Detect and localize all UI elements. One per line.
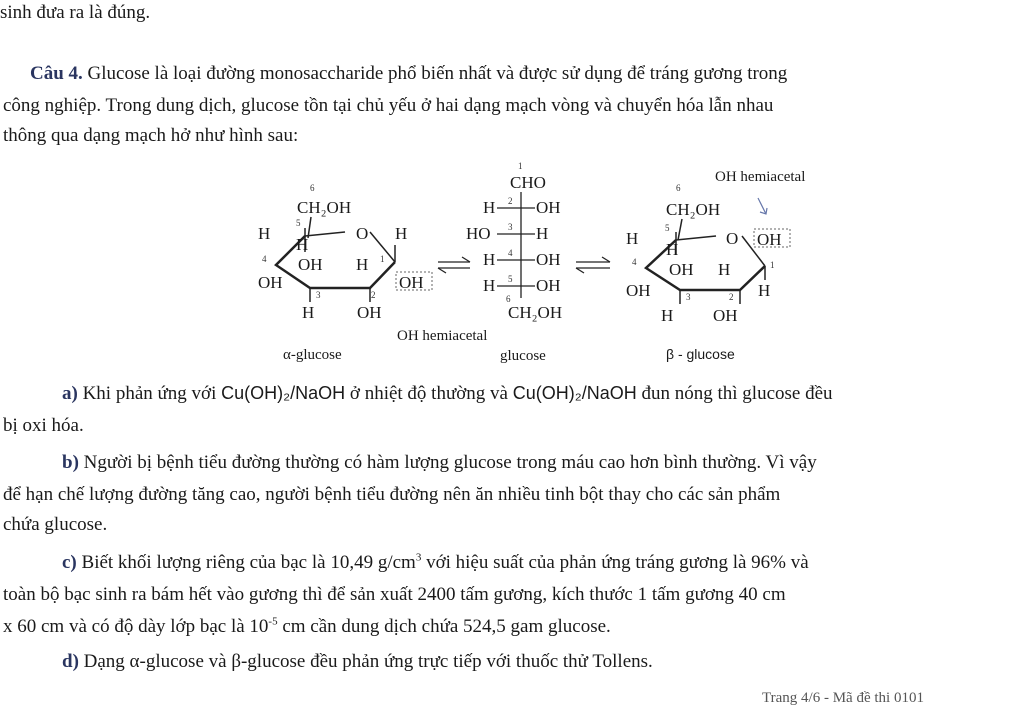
option-b-text-1: Người bị bệnh tiểu đường thường có hàm lượng glucose trong máu cao hơn bình thường. Vì vậy (83, 452, 817, 473)
open-oh-c5: OH (536, 276, 561, 295)
alpha-caption: α-glucose (283, 347, 342, 363)
option-c-text-4: x 60 cm và có độ dày lớp bạc là (3, 616, 250, 637)
open-c4-number: 4 (508, 248, 513, 258)
option-c-line-3 (3, 616, 611, 638)
alpha-hemiacetal-oh: OH (399, 273, 424, 292)
beta-h-c4a: H (666, 240, 679, 259)
beta-c2-number: 2 (729, 292, 734, 302)
option-d-line-1 (62, 651, 653, 673)
intro-line (0, 2, 150, 24)
beta-c3-number: 3 (686, 292, 691, 302)
option-c-thickness-base: 10 (249, 616, 269, 637)
open-ch2oh: CH₂OH (508, 303, 563, 322)
option-b-label: b) (62, 452, 79, 473)
open-ho-c3: HO (466, 224, 491, 243)
question-line-1 (30, 63, 787, 85)
alpha-c6-number: 6 (310, 183, 315, 193)
alpha-c4-number: 4 (262, 254, 267, 264)
open-cho: CHO (510, 173, 546, 192)
intro-text: sinh đưa ra là đúng. (0, 2, 151, 23)
option-c-density-exp: 3 (415, 551, 422, 564)
alpha-h-c5: H (258, 224, 271, 243)
beta-h-c3: H (661, 306, 674, 325)
open-chain-glucose-structure (397, 161, 562, 364)
option-a-line-2 (3, 415, 84, 437)
option-a-text-1: Khi phản ứng với (82, 383, 222, 404)
open-hemiacetal-label: OH hemiacetal (397, 328, 488, 344)
option-a-line-1 (62, 383, 833, 405)
open-h-c2: H (483, 198, 496, 217)
open-c2-number: 2 (508, 196, 513, 206)
beta-hemiacetal-label: OH hemiacetal (715, 169, 806, 185)
alpha-h-c3: H (302, 303, 315, 322)
open-c5-number: 5 (508, 274, 513, 284)
open-c3-number: 3 (508, 222, 513, 232)
beta-oh-c3: OH (669, 260, 694, 279)
alpha-ch2oh: CH₂OH (297, 198, 352, 217)
alpha-h-c4a: H (296, 235, 309, 254)
option-c-thickness-exp: -5 (268, 615, 278, 628)
beta-oh-c4: OH (626, 281, 651, 300)
option-a-text-4: bị oxi hóa. (3, 415, 84, 436)
open-oh-c4: OH (536, 250, 561, 269)
question-line-2 (3, 95, 773, 117)
alpha-c5-number: 5 (296, 218, 301, 228)
option-c-text-3: toàn bộ bạc sinh ra bám hết vào gương thì để sản xuất 2400 tấm gương, kích thước 1 tấm gương 40 cm (3, 584, 786, 605)
option-a-label: a) (62, 383, 78, 404)
option-b-text-2: để hạn chế lượng đường tăng cao, người bệnh tiểu đường nên ăn nhiều tinh bột thay cho các sản phẩm (3, 484, 781, 505)
beta-h-c5: H (626, 229, 639, 248)
beta-glucose-structure (626, 169, 805, 362)
beta-oh-c2: OH (713, 306, 738, 325)
option-a-reagent-1: Cu(OH)₂/NaOH (221, 383, 346, 403)
page-footer (762, 690, 924, 707)
option-c-density: 10,49 g/cm (330, 552, 416, 573)
question-text-3: thông qua dạng mạch hở như hình sau: (3, 125, 299, 146)
alpha-oh-c3: OH (298, 255, 323, 274)
alpha-oh-c2: OH (357, 303, 382, 322)
option-b-line-3 (3, 514, 107, 536)
beta-h-c1: H (758, 281, 771, 300)
alpha-c3-number: 3 (316, 290, 321, 300)
option-c-text-2: với hiệu suất của phản ứng tráng gương là 96% và (421, 552, 809, 573)
beta-ring-o: O (726, 229, 739, 248)
equilibrium-arrow-left (438, 257, 470, 273)
option-c-label: c) (62, 552, 77, 573)
question-text-1: Glucose là loại đường monosaccharide phổ biến nhất và được sử dụng để tráng gương trong (87, 63, 788, 84)
option-c-line-1 (62, 552, 809, 574)
open-h-c3: H (536, 224, 549, 243)
question-text-2: công nghiệp. Trong dung dịch, glucose tồn tại chủ yếu ở hai dạng mạch vòng và chuyển hóa lẫn nhau (3, 95, 774, 116)
open-c6-number: 6 (506, 294, 511, 304)
option-b-line-1 (62, 452, 817, 474)
option-d-label: d) (62, 651, 79, 672)
page-footer-text: Trang 4/6 - Mã đề thi 0101 (762, 690, 924, 706)
alpha-h-c1: H (395, 224, 408, 243)
question-line-3 (3, 125, 298, 147)
open-h-c5: H (483, 276, 496, 295)
beta-hemiacetal-oh: OH (757, 230, 782, 249)
option-b-line-2 (3, 484, 780, 506)
beta-ch2oh: CH₂OH (666, 200, 721, 219)
open-c1-number: 1 (518, 161, 523, 171)
beta-c5-number: 5 (665, 223, 670, 233)
open-h-c4: H (483, 250, 496, 269)
beta-h-c2: H (718, 260, 731, 279)
alpha-c2-number: 2 (371, 290, 376, 300)
open-caption: glucose (500, 348, 546, 364)
equilibrium-arrow-right (576, 257, 610, 273)
question-label: Câu 4. (30, 63, 83, 84)
option-c-text-1: Biết khối lượng riêng của bạc là (81, 552, 331, 573)
beta-c6-number: 6 (676, 183, 681, 193)
option-a-text-2: ở nhiệt độ thường và (345, 383, 513, 404)
alpha-h-c2: H (356, 255, 369, 274)
option-a-text-3: đun nóng thì glucose đều (636, 383, 833, 404)
alpha-c1-number: 1 (380, 254, 385, 264)
alpha-ring-o: O (356, 224, 369, 243)
option-a-reagent-2: Cu(OH)₂/NaOH (512, 383, 637, 403)
beta-c4-number: 4 (632, 257, 637, 267)
option-d-text-1: Dạng α-glucose và β-glucose đều phản ứng trực tiếp với thuốc thử Tollens. (83, 651, 653, 672)
option-c-text-5: cm cần dung dịch chứa 524,5 gam glucose. (277, 616, 611, 637)
open-oh-c2: OH (536, 198, 561, 217)
option-b-text-3: chứa glucose. (3, 514, 108, 535)
beta-c1-number: 1 (770, 260, 775, 270)
glucose-structures-figure (0, 150, 1019, 370)
option-c-line-2 (3, 584, 786, 606)
beta-caption: β - glucose (666, 346, 735, 362)
alpha-oh-c4: OH (258, 273, 283, 292)
